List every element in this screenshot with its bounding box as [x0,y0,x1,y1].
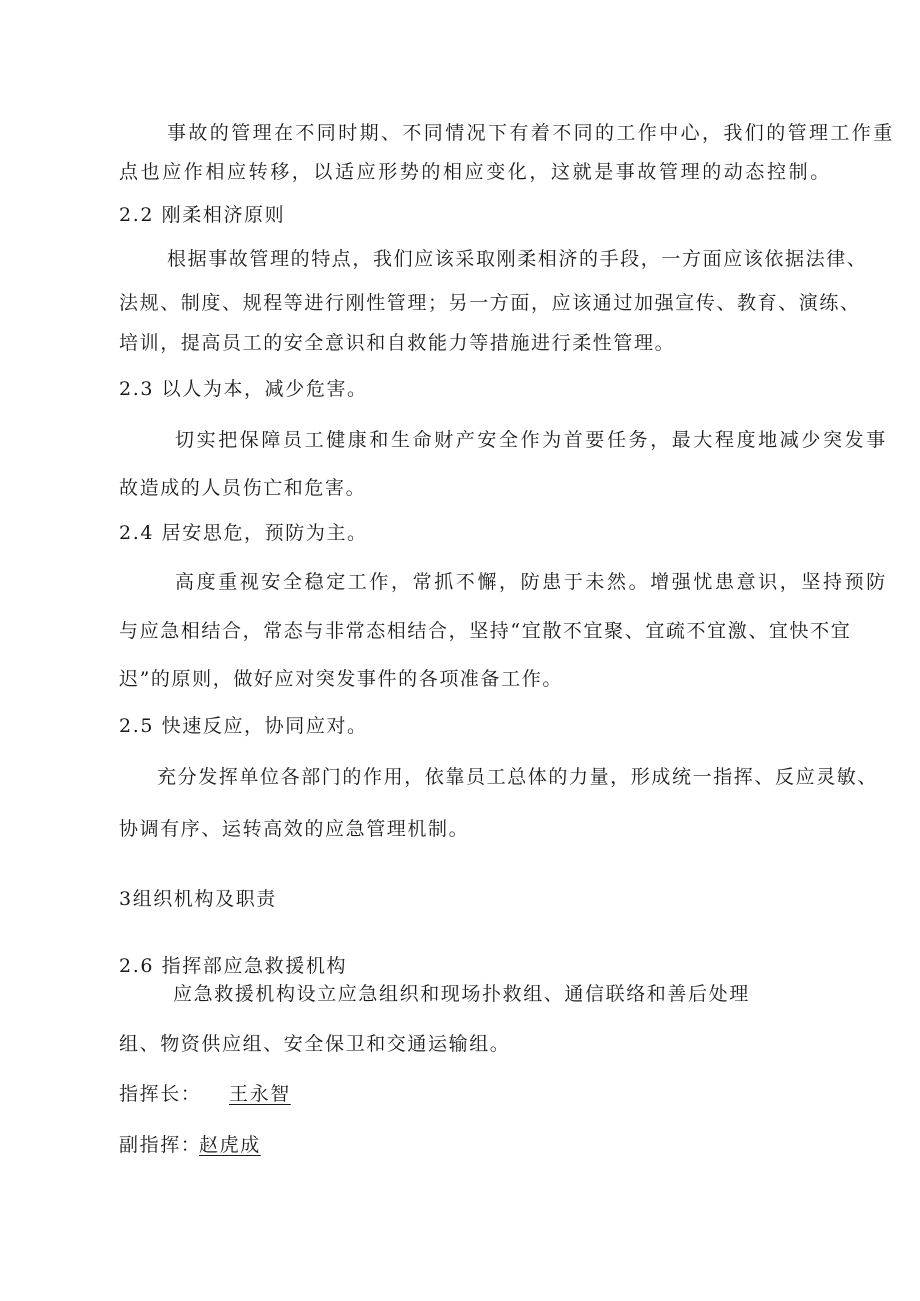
deputy-label: 副指挥： [119,1134,202,1156]
section-2-4-heading: 2.4 居安思危，预防为主。 [119,522,368,544]
deputy-name: 赵虎成 [199,1134,261,1156]
commander-name: 王永智 [229,1083,291,1105]
section-2-4-line-3: 迟”的原则，做好应对突发事件的各项准备工作。 [119,668,563,690]
section-2-3-heading: 2.3 以人为本，减少危害。 [119,378,368,400]
section-2-2-line-3: 培训，提高员工的安全意识和自救能力等措施进行柔性管理。 [119,332,676,354]
section-2-2-heading: 2.2 刚柔相济原则 [119,204,286,226]
section-2-2-line-1: 根据事故管理的特点，我们应该采取刚柔相济的手段，一方面应该依据法律、 [167,248,868,270]
section-2-4-line-2: 与应急相结合，常态与非常态相结合，坚持“宜散不宜聚、宜疏不宜激、宜快不宜 [119,620,852,642]
section-2-4-line-1: 高度重视安全稳定工作，常抓不懈，防患于未然。增强忧患意识，坚持预防 [175,571,888,593]
section-2-6-line-2: 组、物资供应组、安全保卫和交通运输组。 [119,1033,511,1055]
section-2-5-line-1: 充分发挥单位各部门的作用，依靠员工总体的力量，形成统一指挥、反应灵敏、 [157,766,879,788]
section-2-2-line-2: 法规、制度、规程等进行刚性管理；另一方面，应该通过加强宣传、教育、演练、 [119,292,861,314]
intro-line-2: 点也应作相应转移，以适应形势的相应变化，这就是事故管理的动态控制。 [119,161,832,183]
section-3-heading: 3组织机构及职责 [119,888,277,910]
section-2-3-line-2: 故造成的人员伤亡和危害。 [119,477,367,499]
intro-line-1: 事故的管理在不同时期、不同情况下有着不同的工作中心，我们的管理工作重 [167,122,895,144]
section-2-3-line-1: 切实把保障员工健康和生命财产安全作为首要任务，最大程度地减少突发事 [175,429,888,451]
section-2-6-heading: 2.6 指挥部应急救援机构 [119,955,348,977]
section-2-5-line-2: 协调有序、运转高效的应急管理机制。 [119,818,470,840]
section-2-6-line-1: 应急救援机构设立应急组织和现场扑救组、通信联络和善后处理 [173,983,750,1005]
commander-label: 指挥长： [119,1083,202,1105]
section-2-5-heading: 2.5 快速反应，协同应对。 [119,715,368,737]
